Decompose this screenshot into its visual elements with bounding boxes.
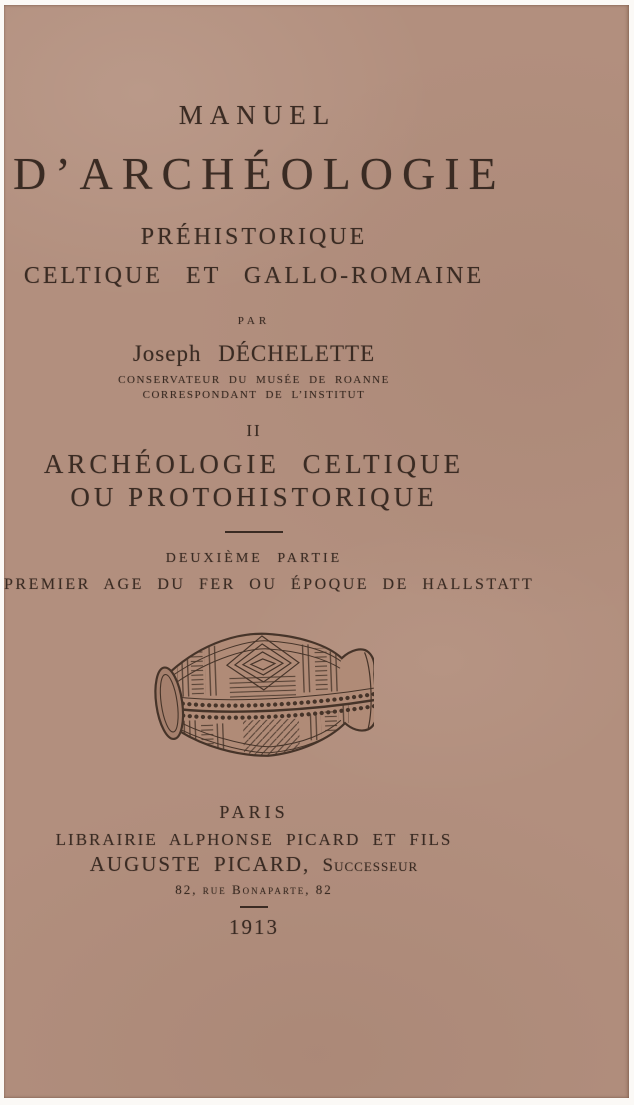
imprint-city: PARIS — [219, 802, 289, 822]
book-subtitle-line2: CELTIQUE ET GALLO-ROMAINE — [23, 263, 485, 289]
publication-year: 1913 — [229, 915, 279, 939]
part-title: PREMIER AGE DU FER OU ÉPOQUE DE HALLSTATT — [4, 576, 535, 593]
publisher-role: Successeur — [322, 855, 419, 876]
book-subtitle-line1: PRÉHISTORIQUE — [140, 224, 368, 250]
part-label: DEUXIÈME PARTIE — [165, 551, 343, 566]
publisher-name: AUGUSTE PICARD, — [89, 852, 311, 876]
book-title-line2: D’ARCHÉOLOGIE — [13, 148, 506, 199]
separator-rule — [225, 531, 283, 533]
imprint-rule — [240, 906, 268, 908]
vase-illustration-container — [4, 620, 504, 775]
volume-title-line2: OU PROTOHISTORIQUE — [70, 482, 438, 512]
author-title-1: CONSERVATEUR DU MUSÉE DE ROANNE — [118, 374, 390, 386]
scanned-book-title-page — [4, 5, 629, 1098]
volume-title-line1: ARCHÉOLOGIE CELTIQUE — [43, 449, 465, 479]
author-name: Joseph DÉCHELETTE — [132, 341, 376, 366]
publisher-line1: LIBRAIRIE ALPHONSE PICARD ET FILS — [55, 830, 453, 849]
publisher-address: 82, rue Bonaparte, 82 — [175, 882, 333, 897]
hallstatt-vase-engraving-image — [134, 620, 374, 770]
volume-number: II — [246, 421, 262, 440]
book-title-line1: MANUEL — [178, 100, 337, 130]
author-title-2: CORRESPONDANT DE L’INSTITUT — [142, 389, 366, 401]
byline-par: PAR — [237, 315, 271, 327]
publisher-line2 — [4, 852, 504, 877]
